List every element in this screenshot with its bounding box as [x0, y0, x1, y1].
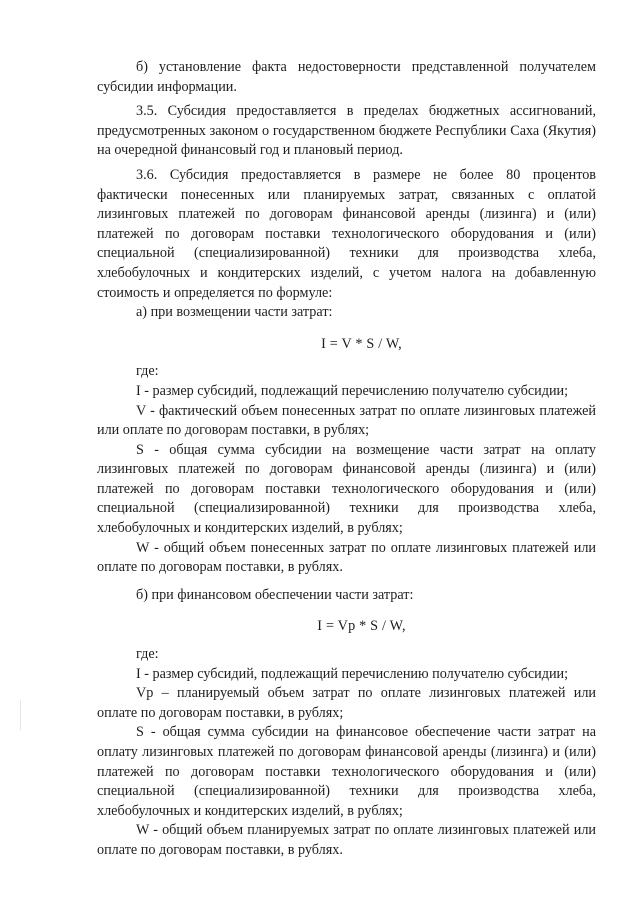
definition-i-1: I - размер субсидий, подлежащий перечислению получателю субсидии; — [136, 382, 569, 399]
definition-i-2: I - размер субсидий, подлежащий перечислению получателю субсидии; — [136, 665, 569, 682]
paragraph-b-false-info: б) установление факта недостоверности представленной получателем субсидии информации. — [97, 59, 596, 95]
paragraph-3-5: 3.5. Субсидия предоставляется в пределах бюджетных ассигнований, предусмотренных законом о государственном бюджете Республики Саха (Якутия) на очередной финансовый год и плановый период. — [97, 103, 596, 159]
definition-s-1: S - общая сумма субсидии на возмещение части затрат на оплату лизинговых платежей по договорам финансовой аренды (лизинга) и (или) платежей по договорам поставки технологического оборудования и (или) специальной (специализированной) техники для производства хлеба, хлебобулочных и кондитерских изделий, в рублях; — [97, 441, 596, 537]
definition-w-2: W - общий объем планируемых затрат по оплате лизинговых платежей или оплате по договорам поставки, в рублях. — [97, 822, 596, 858]
where-label-1: где: — [136, 363, 159, 380]
formula-financing: I = Vp * S / W, — [317, 618, 406, 635]
definition-vp: Vp – планируемый объем затрат по оплате лизинговых платежей или оплате по договорам поставки, в рублях; — [97, 685, 596, 721]
paragraph-3-6: 3.6. Субсидия предоставляется в размере не более 80 процентов фактически понесенных или планируемых затрат, связанных с оплатой лизинговых платежей по договорам финансовой аренды (лизинга) и (или) платежей по договорам поставки технологического оборудования и (или) специальной (специализированной) техники для производства хлеба, хлебобулочных и кондитерских изделий, с учетом налога на добавленную стоимость и определяется по формуле: — [97, 166, 596, 301]
definition-w-1: W - общий объем понесенных затрат по оплате лизинговых платежей или оплате по договорам поставки, в рублях. — [97, 539, 596, 576]
subsection-a-label: а) при возмещении части затрат: — [136, 304, 333, 321]
definition-v: V - фактический объем понесенных затрат по оплате лизинговых платежей или оплате по договорам поставки, в рублях; — [97, 402, 596, 439]
scan-artifact — [20, 700, 21, 730]
subsection-b-label: б) при финансовом обеспечении части затрат: — [136, 586, 414, 603]
where-label-2: где: — [136, 646, 159, 663]
definition-s-2: S - общая сумма субсидии на финансовое обеспечение части затрат на оплату лизинговых платежей по договорам финансовой аренды (лизинга) и (или) платежей по договорам поставки технологического оборудования и (или) специальной (специализированной) техники для производства хлеба, хлебобулочных и кондитерских изделий, в рублях; — [97, 724, 596, 819]
formula-reimbursement: I = V * S / W, — [321, 335, 402, 352]
